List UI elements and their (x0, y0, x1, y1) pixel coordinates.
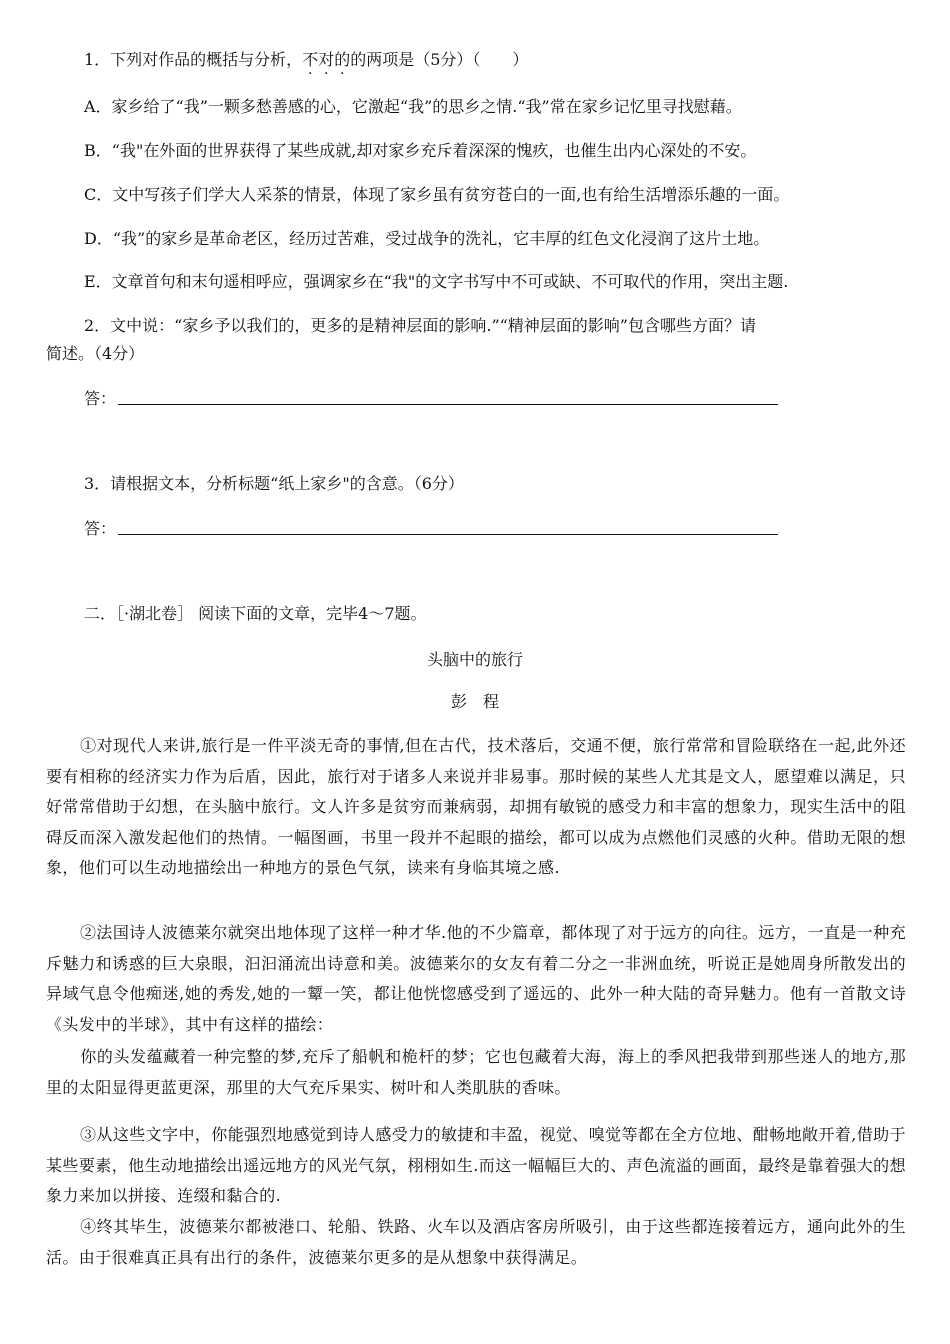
article-title: 头脑中的旅行 (426, 650, 523, 669)
article-paragraph-4-text: ④终其毕生，波德莱尔都被港口、轮船、铁路、火车以及酒店客房所吸引，由于这些都连接着远方，通向此外的生活。由于很难真正具有出行的条件，波德莱尔更多的是从想象中获得满足。 (46, 1217, 906, 1267)
article-paragraph-4 (46, 1212, 906, 1273)
question-1-option-d: D．“我”的家乡是革命老区，经历过苦难，受过战争的洗礼，它丰厚的红色文化浸润了这片土地。 (84, 229, 770, 248)
emphasis-char: 的 (334, 50, 351, 69)
question-1-stem-start: 1．下列对作品的概括与分析， (84, 50, 303, 69)
question-1-stem-end: 的两项是（5分）（ ） (350, 50, 529, 69)
article-paragraph-3 (46, 1120, 906, 1212)
emphasis-char: 不 (302, 50, 319, 69)
question-1-stem (84, 48, 910, 72)
article-paragraph-1 (46, 731, 906, 884)
question-2-line-2: 简述。（4分） (46, 344, 145, 363)
question-3-answer-line[interactable] (118, 534, 778, 535)
emphasis-char: 对 (318, 50, 335, 69)
article-author: 彭 程 (450, 692, 499, 711)
question-2-line-1: 2．文中说：“家乡予以我们的，更多的是精神层面的影响.”“精神层面的影响”包含哪些方面？请 (84, 316, 756, 335)
question-2-answer-line[interactable] (118, 404, 778, 405)
question-1-option-c: C．文中写孩子们学大人采茶的情景，体现了家乡虽有贫穷苍白的一面,也有给生活增添乐趣的一面。 (84, 185, 790, 204)
question-2-answer-label: 答： (84, 389, 117, 408)
article-paragraph-3-text: ③从这些文字中，你能强烈地感觉到诗人感受力的敏捷和丰盈，视觉、嗅觉等都在全方位地、酣畅地敞开着,借助于某些要素，他生动地描绘出遥远地方的风光气氛，栩栩如生.而这一幅幅巨大的、声色流溢的画面，最终是靠着强大的想象力来加以拼接、连缀和黏合的. (46, 1125, 906, 1205)
article-quote-text: 你的头发蕴藏着一种完整的梦,充斥了船帆和桅杆的梦；它也包藏着大海，海上的季风把我带到那些迷人的地方,那里的太阳显得更蓝更深，那里的大气充斥果实、树叶和人类肌肤的香味。 (46, 1047, 906, 1097)
question-1-option-e: E．文章首句和末句遥相呼应，强调家乡在“我"的文字书写中不可或缺、不可取代的作用，突出主题. (84, 272, 789, 291)
article-paragraph-2 (46, 918, 906, 1040)
article-paragraph-1-text: ①对现代人来讲,旅行是一件平淡无奇的事情,但在古代，技术落后，交通不便，旅行常常和冒险联络在一起,此外还要有相称的经济实力作为后盾，因此，旅行对于诸多人来说并非易事。那时候的某些人尤其是文人，愿望难以满足，只好常常借助于幻想，在头脑中旅行。文人许多是贫穷而兼病弱，却拥有敏锐的感受力和丰富的想象力，现实生活中的阻碍反而深入激发起他们的热情。一幅图画，书里一段并不起眼的描绘，都可以成为点燃他们灵感的火种。借助无限的想象，他们可以生动地描绘出一种地方的景色气氛，读来有身临其境之感. (46, 736, 906, 877)
question-3-answer-label: 答： (84, 519, 117, 538)
question-1-option-a: A．家乡给了“我”一颗多愁善感的心，它激起“我”的思乡之情.“我”常在家乡记忆里寻找慰藉。 (84, 97, 742, 116)
question-3-line-1: 3．请根据文本，分析标题“纸上家乡"的含意。（6分） (84, 474, 464, 493)
question-1-option-b: B．“我"在外面的世界获得了某些成就,却对家乡充斥着深深的愧疚，也催生出内心深处的不安。 (84, 141, 757, 160)
article-quote (46, 1042, 906, 1103)
article-paragraph-2-text: ②法国诗人波德莱尔就突出地体现了这样一种才华.他的不少篇章，都体现了对于远方的向往。远方，一直是一种充斥魅力和诱惑的巨大泉眼，汩汩涌流出诗意和美。波德莱尔的女友有着二分之一非洲血统，听说正是她周身所散发出的异域气息令他痴迷,她的秀发,她的一颦一笑，都让他恍惚感受到了遥远的、此外一种大陆的奇异魅力。他有一首散文诗《头发中的半球》，其中有这样的描绘： (46, 923, 906, 1034)
section-2-heading: 二．［·湖北卷］ 阅读下面的文章，完毕4～7题。 (84, 604, 427, 623)
